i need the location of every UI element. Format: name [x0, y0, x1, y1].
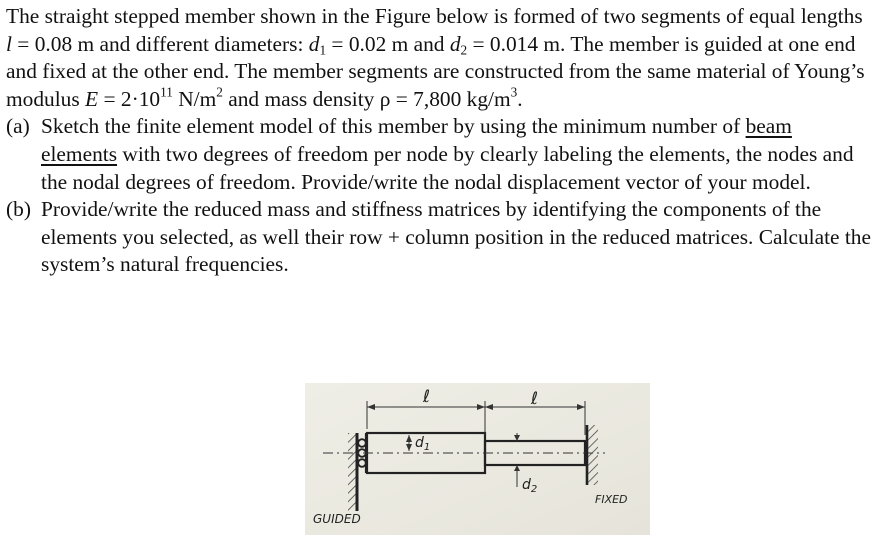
- length-symbol: l: [6, 31, 12, 56]
- stepped-member-figure: [305, 383, 650, 535]
- length-label-2: ℓ: [531, 389, 539, 409]
- part-a-label: (a): [6, 114, 30, 139]
- length-label-1: ℓ: [423, 387, 431, 407]
- fixed-support: [587, 425, 598, 485]
- guided-label: GUIDED: [313, 512, 361, 526]
- figure-drawing: [305, 383, 650, 535]
- problem-statement: [6, 3, 872, 279]
- part-b-label: (b): [6, 197, 31, 222]
- diameter-label-d1: $d_1$: [415, 435, 431, 453]
- diameter-label-d2: $d_2$: [522, 477, 538, 495]
- beam-elements-underlined: beam elements: [41, 114, 792, 166]
- fixed-label: FIXED: [595, 493, 628, 506]
- problem-intro: The straight stepped member shown in the Figure below is formed of two segments of equal lengths l = 0.08 m and different diameters: $d_1 = 0.02$ m and $d_2 = 0.014$ m. The member is guided at one end and fixed at the other end. The member segments are constructed from the same material of Young’s modulus $E = 2\cdot 10^{11}$ $N/m^2$ and mass density ρ = 7,800 $kg/m^3$.: [6, 4, 865, 111]
- part-b: (b) Provide/write the reduced mass and stiffness matrices by identifying the components of the elements you selected, as well their row + column position in the reduced matrices. Calculate the system’s natural frequencies.: [6, 197, 871, 277]
- part-a: (a) Sketch the finite element model of this member by using the minimum number of beam elements with two degrees of freedom per node by clearly labeling the elements, the nodes and the nodal degrees of freedom. Provide/write the nodal displacement vector of your model.: [6, 114, 854, 194]
